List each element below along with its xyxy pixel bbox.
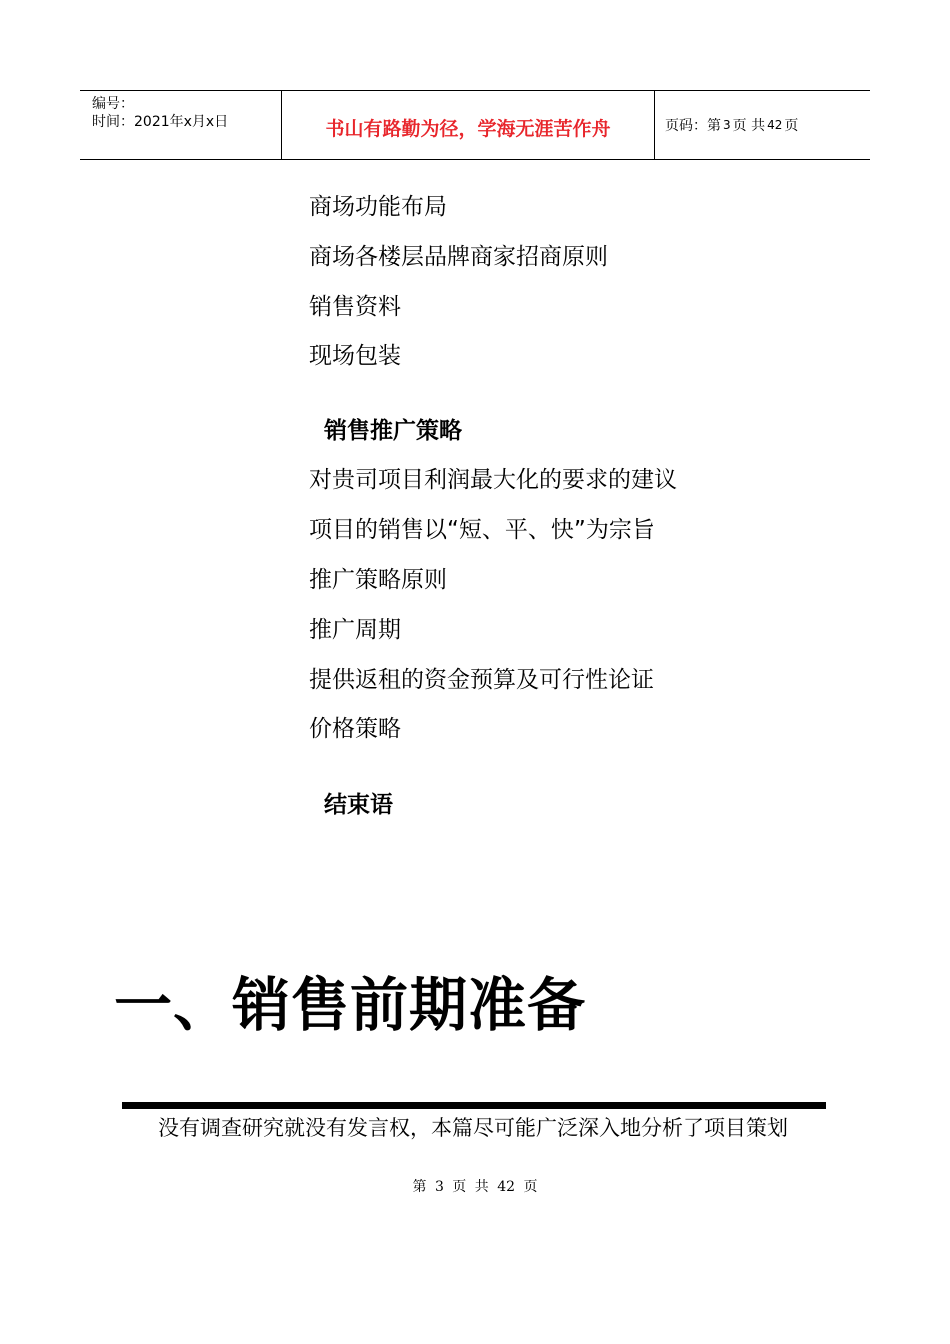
toc-item: 商场功能布局 [309, 194, 447, 220]
page-footer: 第 3 页 共 42 页 [412, 1179, 538, 1195]
toc-item: 销售资料 [309, 294, 401, 320]
page-current: 3 [723, 118, 731, 132]
toc-item: 推广策略原则 [309, 567, 447, 593]
header-page-info [655, 91, 870, 159]
page-prefix: 页码：第 [665, 118, 721, 134]
toc-item: 项目的销售以“短、平、快”为宗旨 [309, 517, 655, 543]
toc-item: 现场包装 [309, 343, 401, 369]
time-label: 时间：2021年x月x日 [92, 114, 229, 130]
toc-item: 推广周期 [309, 617, 401, 643]
header-motto: 书山有路勤为径，学海无涯苦作舟 [281, 91, 655, 159]
chapter-title: 一、销售前期准备 [114, 971, 587, 1039]
toc-section-title: 销售推广策略 [324, 418, 462, 444]
toc-section-title: 结束语 [324, 792, 393, 818]
toc-item: 商场各楼层品牌商家招商原则 [309, 244, 608, 270]
toc-item: 价格策略 [309, 716, 401, 742]
toc-item: 提供返租的资金预算及可行性论证 [309, 667, 654, 693]
page-suffix: 页 [784, 118, 799, 134]
chapter-paragraph: 没有调查研究就没有发言权，本篇尽可能广泛深入地分析了项目策划 [158, 1116, 788, 1140]
page-total: 42 [767, 118, 783, 132]
chapter-divider [122, 1102, 826, 1109]
header-meta [80, 91, 281, 159]
number-label: 编号： [92, 96, 134, 112]
page-header [80, 90, 870, 160]
toc-item: 对贵司项目利润最大化的要求的建议 [309, 467, 677, 493]
page-mid: 页 共 [732, 118, 766, 134]
